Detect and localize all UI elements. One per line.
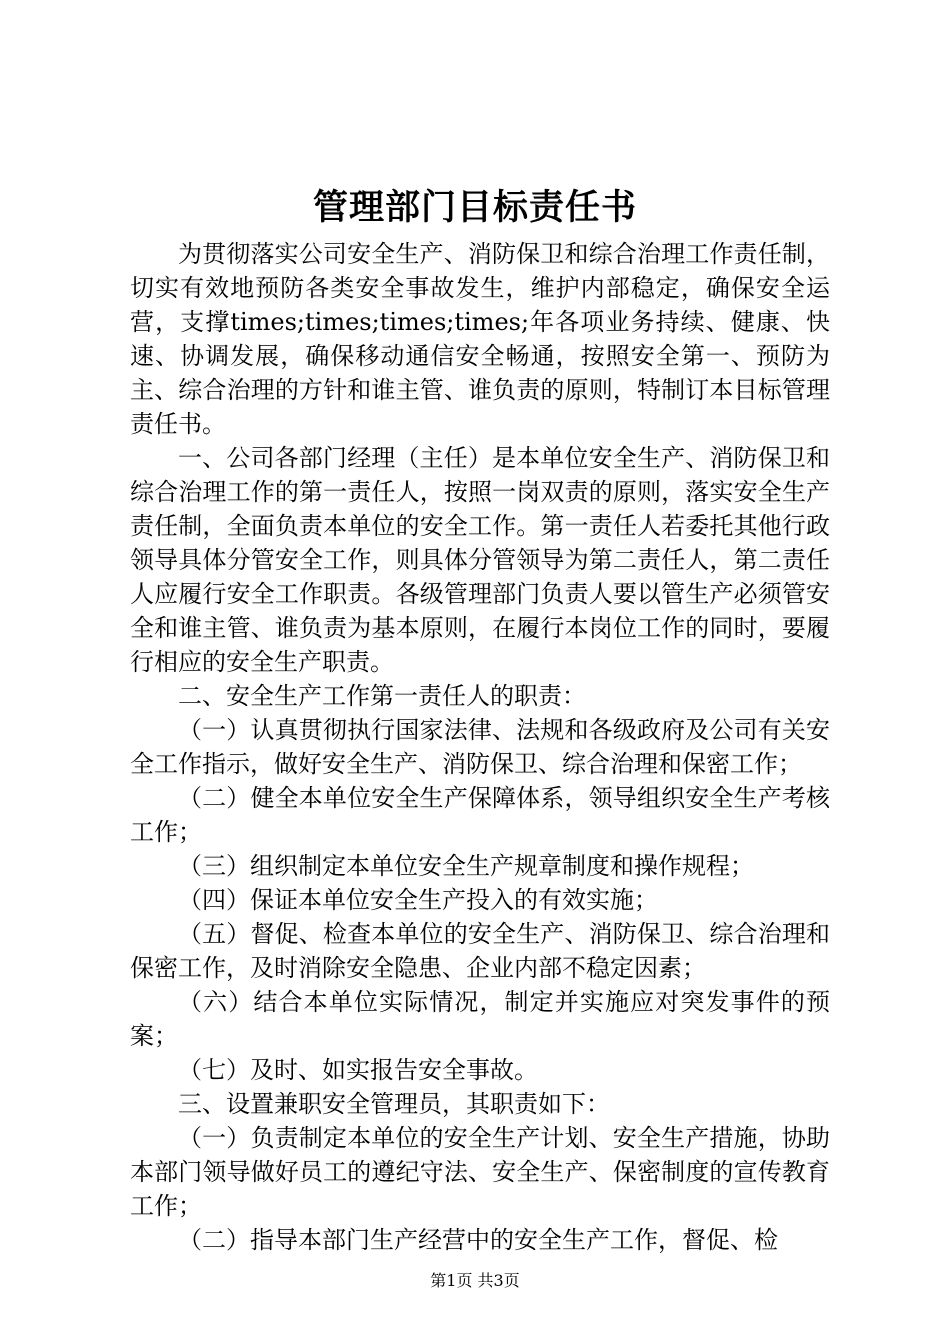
paragraph-section-2-item-6: （六）结合本单位实际情况，制定并实施应对突发事件的预案； (130, 988, 830, 1050)
paragraph-section-2-item-2: （二）健全本单位安全生产保障体系，领导组织安全生产考核工作； (130, 784, 830, 846)
page-number-footer: 第1页 共3页 (430, 1271, 520, 1290)
paragraph-section-2-item-5: （五）督促、检查本单位的安全生产、消防保卫、综合治理和保密工作，及时消除安全隐患、企业内部不稳定因素； (130, 920, 830, 982)
paragraph-section-1: 一、公司各部门经理（主任）是本单位安全生产、消防保卫和综合治理工作的第一责任人，按照一岗双责的原则，落实安全生产责任制，全面负责本单位的安全工作。第一责任人若委托其他行政领导具体分管安全工作，则具体分管领导为第二责任人，第二责任人应履行安全工作职责。各级管理部门负责人要以管生产必须管安全和谁主管、谁负责为基本原则，在履行本岗位工作的同时，要履行相应的安全生产职责。 (130, 444, 830, 676)
paragraph-section-3-heading: 三、设置兼职安全管理员，其职责如下： (178, 1090, 610, 1118)
paragraph-section-3-item-1: （一）负责制定本单位的安全生产计划、安全生产措施，协助本部门领导做好员工的遵纪守法、安全生产、保密制度的宣传教育工作； (130, 1124, 830, 1220)
document-title: 管理部门目标责任书 (312, 187, 637, 228)
document-body (130, 237, 830, 1257)
paragraph-section-2-item-4: （四）保证本单位安全生产投入的有效实施； (178, 886, 658, 914)
paragraph-section-2-heading: 二、安全生产工作第一责任人的职责： (178, 682, 586, 710)
paragraph-section-2-item-3: （三）组织制定本单位安全生产规章制度和操作规程； (178, 852, 754, 880)
paragraph-section-2-item-7: （七）及时、如实报告安全事故。 (178, 1056, 538, 1084)
paragraph-intro: 为贯彻落实公司安全生产、消防保卫和综合治理工作责任制，切实有效地预防各类安全事故发生，维护内部稳定，确保安全运营，支撑times;times;times;times;年各项业务持续、健康、快速、协调发展，确保移动通信安全畅通，按照安全第一、预防为主、综合治理的方针和谁主管、谁负责的原则，特制订本目标管理责任书。 (130, 240, 830, 438)
paragraph-section-2-item-1: （一）认真贯彻执行国家法律、法规和各级政府及公司有关安全工作指示，做好安全生产、消防保卫、综合治理和保密工作； (130, 716, 830, 778)
paragraph-section-3-item-2: （二）指导本部门生产经营中的安全生产工作，督促、检 (178, 1226, 778, 1254)
